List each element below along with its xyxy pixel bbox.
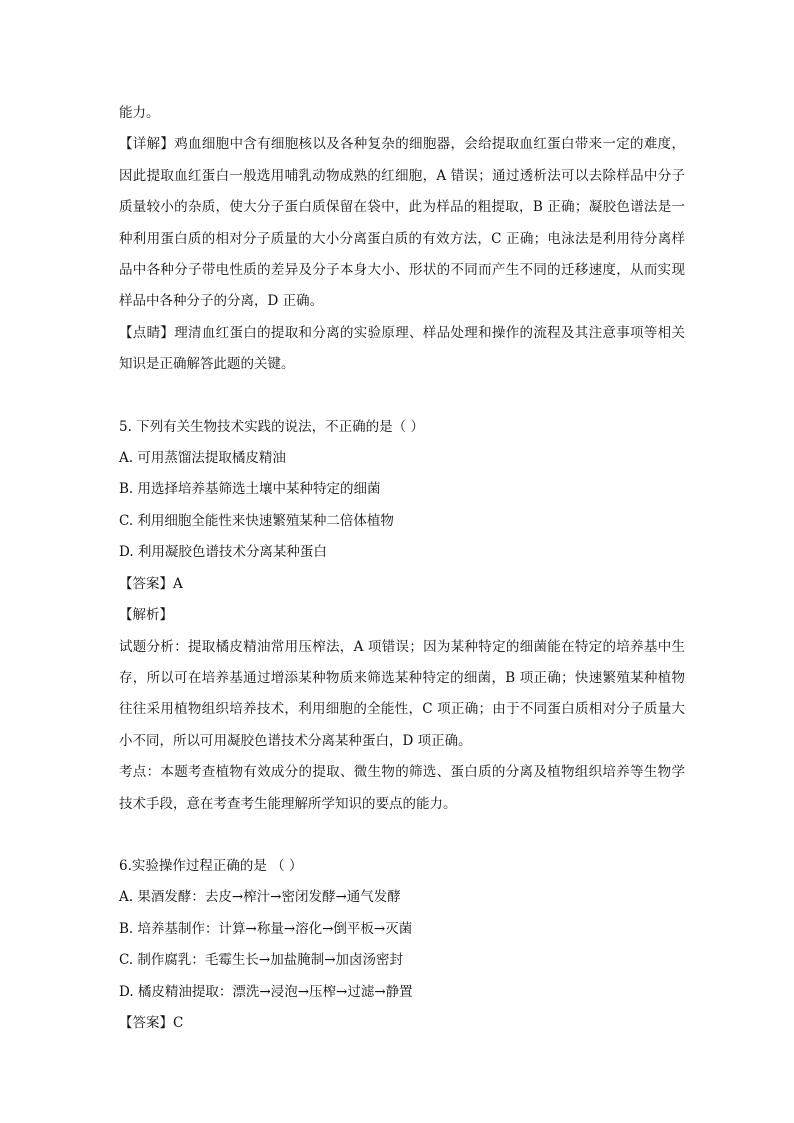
question-6-option-d: D. 橘皮精油提取：漂洗→浸泡→压榨→过滤→静置 bbox=[119, 983, 413, 1000]
question-6-option-b: B. 培养基制作：计算→称量→溶化→倒平板→灭菌 bbox=[119, 920, 413, 937]
question-6-answer: 【答案】C bbox=[119, 1014, 184, 1031]
question-6-option-c: C. 制作腐乳：毛霉生长→加盐腌制→加卤汤密封 bbox=[119, 952, 404, 969]
question-5-kaodian: 考点：本题考查植物有效成分的提取、微生物的筛选、蛋白质的分离及植物组织培养等生物学技术手段，意在考查考生能理解所学知识的要点的能力。 bbox=[119, 764, 685, 812]
question-5-option-d: D. 利用凝胶色谱技术分离某种蛋白 bbox=[119, 544, 327, 561]
question-6-stem: 6.实验操作过程正确的是 （ ） bbox=[119, 857, 303, 874]
question-5-option-b: B. 用选择培养基筛选土壤中某种特定的细菌 bbox=[119, 481, 381, 498]
detail-paragraph bbox=[119, 129, 685, 317]
question-5-analysis-text: 试题分析：提取橘皮精油常用压榨法，A 项错误；因为某种特定的细菌能在特定的培养基中生存，所以可在培养基通过增添某种物质来筛选某种特定的细菌，B 项正确；快速繁殖某种植物往往采用植物组织培养技术，利用细胞的全能性，C 项正确；由于不同蛋白质相对分子质量大小不同，所以可用凝胶色谱技术分离某种蛋白，D 项正确。 bbox=[119, 638, 685, 749]
question-6-option-a: A. 果酒发酵：去皮→榨汁→密闭发酵→通气发酵 bbox=[119, 889, 401, 906]
question-5-stem: 5. 下列有关生物技术实践的说法，不正确的是（ ） bbox=[119, 418, 424, 435]
spacer bbox=[119, 381, 685, 412]
point-label: 【点睛】 bbox=[119, 324, 175, 341]
question-5-answer: 【答案】A bbox=[119, 575, 183, 592]
spacer bbox=[119, 820, 685, 851]
continuation-text: 能力。 bbox=[119, 105, 160, 121]
point-text: 理清血红蛋白的提取和分离的实验原理、样品处理和操作的流程及其注意事项等相关知识是正确解答此题的关键。 bbox=[119, 324, 685, 373]
detail-text: 鸡血细胞中含有细胞核以及各种复杂的细胞器，会给提取血红蛋白带来一定的难度，因此提取血红蛋白一般选用哺乳动物成熟的红细胞，A 错误；通过透析法可以去除样品中分子质量较小的杂质，使大分子蛋白质保留在袋中，此为样品的粗提取，B 正确；凝胶色谱法是一种利用蛋白质的相对分子质量的大小分离蛋白质的有效方法，C 正确；电泳法是利用待分离样品中各种分子带电性质的差异及分子本身大小、形状的不同而产生不同的迁移速度，从而实现样品中各种分子的分离，D 正确。 bbox=[119, 136, 685, 310]
detail-label: 【详解】 bbox=[119, 136, 175, 153]
question-5-analysis-label: 【解析】 bbox=[119, 607, 173, 624]
question-5-option-a: A. 可用蒸馏法提取橘皮精油 bbox=[119, 450, 286, 467]
question-5-option-c: C. 利用细胞全能性来快速繁殖某种二倍体植物 bbox=[119, 512, 394, 529]
point-paragraph bbox=[119, 318, 685, 381]
page-content bbox=[119, 98, 685, 1039]
